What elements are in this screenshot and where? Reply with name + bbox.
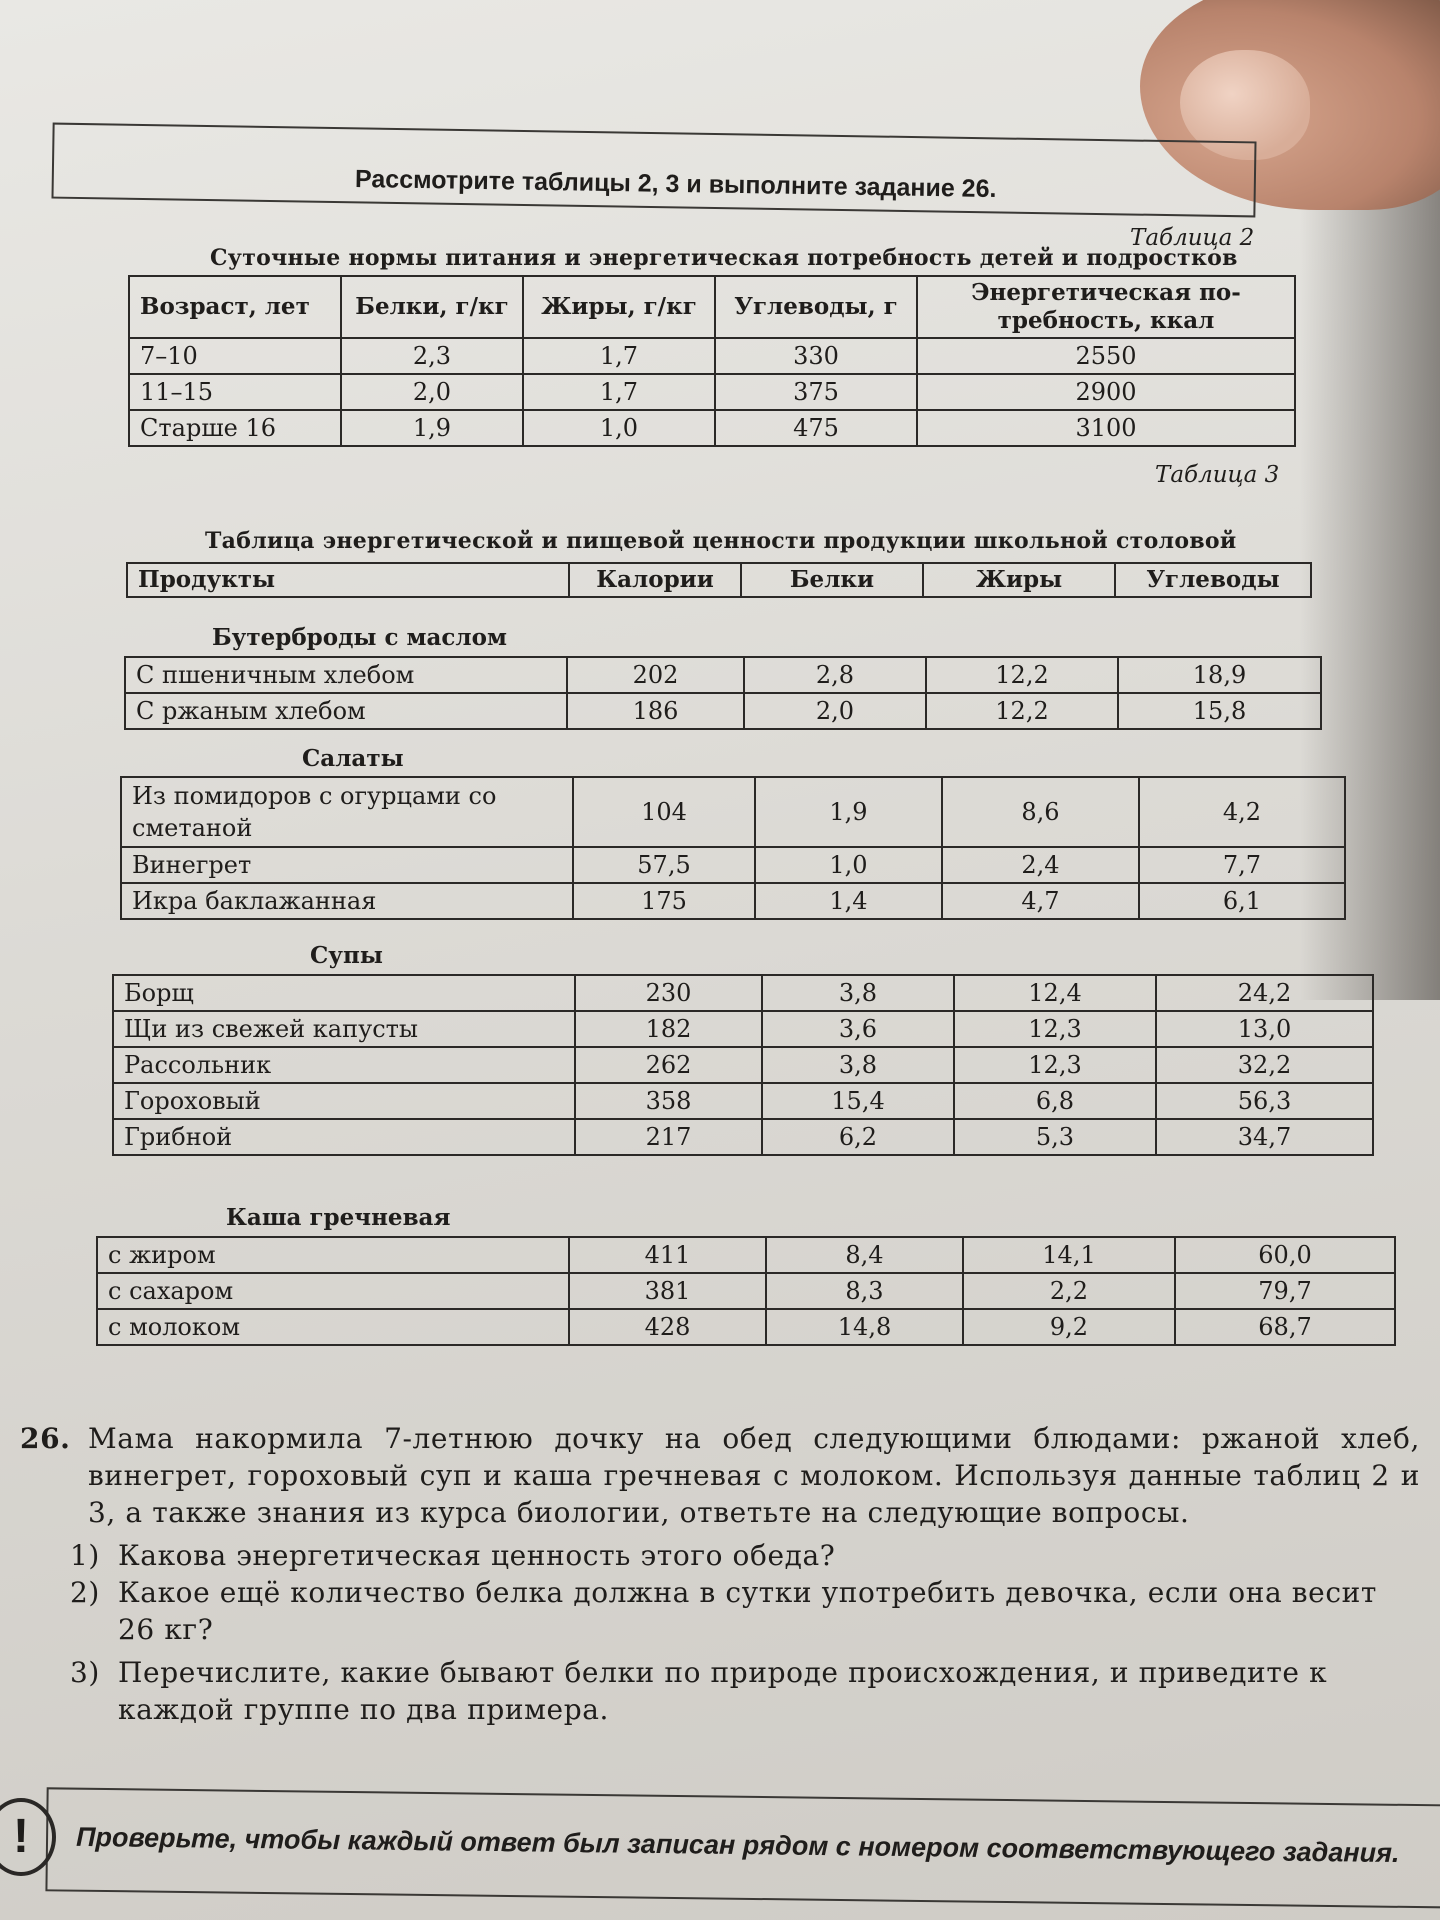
protein-cell: 3,6 bbox=[762, 1011, 954, 1047]
carbs-cell: 24,2 bbox=[1156, 975, 1373, 1011]
fat-cell: 12,3 bbox=[954, 1011, 1156, 1047]
table2-cell: 2,0 bbox=[341, 374, 523, 410]
table2-header-row bbox=[129, 276, 1295, 338]
table3-col-carbs: Углеводы bbox=[1115, 563, 1311, 597]
calories-cell: 202 bbox=[567, 657, 744, 693]
table2-col-age: Возраст, лет bbox=[129, 276, 341, 338]
calories-cell: 381 bbox=[569, 1273, 766, 1309]
fat-cell: 2,2 bbox=[963, 1273, 1175, 1309]
product-name: С пшеничным хлебом bbox=[125, 657, 567, 693]
table-row bbox=[113, 1011, 1373, 1047]
product-name: Борщ bbox=[113, 975, 575, 1011]
protein-cell: 6,2 bbox=[762, 1119, 954, 1155]
table-row bbox=[125, 693, 1321, 729]
table3-header-row bbox=[127, 563, 1311, 597]
table2-cell: 1,7 bbox=[523, 338, 715, 374]
table-row bbox=[113, 1083, 1373, 1119]
fat-cell: 12,4 bbox=[954, 975, 1156, 1011]
carbs-cell: 79,7 bbox=[1175, 1273, 1395, 1309]
carbs-cell: 56,3 bbox=[1156, 1083, 1373, 1119]
fat-cell: 12,2 bbox=[926, 657, 1118, 693]
table-row bbox=[129, 410, 1295, 446]
table2-cell: 2550 bbox=[917, 338, 1295, 374]
product-name: Икра баклажанная bbox=[121, 883, 573, 919]
carbs-cell: 4,2 bbox=[1139, 777, 1345, 847]
table3-section-soups bbox=[112, 974, 1374, 1156]
protein-cell: 2,0 bbox=[744, 693, 926, 729]
product-name: с жиром bbox=[97, 1237, 569, 1273]
calories-cell: 428 bbox=[569, 1309, 766, 1345]
calories-cell: 57,5 bbox=[573, 847, 755, 883]
fat-cell: 14,1 bbox=[963, 1237, 1175, 1273]
calories-cell: 217 bbox=[575, 1119, 762, 1155]
table2-caption: Таблица 2 bbox=[1130, 225, 1255, 251]
product-name: Рассольник bbox=[113, 1047, 575, 1083]
list-item bbox=[70, 1654, 1420, 1728]
list-item bbox=[70, 1574, 1420, 1648]
protein-cell: 14,8 bbox=[766, 1309, 963, 1345]
table3-section-salads bbox=[120, 776, 1346, 920]
product-name: Щи из свежей капусты bbox=[113, 1011, 575, 1047]
protein-cell: 2,8 bbox=[744, 657, 926, 693]
protein-cell: 1,0 bbox=[755, 847, 942, 883]
table-row bbox=[113, 1119, 1373, 1155]
exclamation-icon: ! bbox=[0, 1798, 56, 1876]
protein-cell: 8,3 bbox=[766, 1273, 963, 1309]
carbs-cell: 60,0 bbox=[1175, 1237, 1395, 1273]
table3-section-buckwheat bbox=[96, 1236, 1396, 1346]
table3-col-fat: Жиры bbox=[923, 563, 1115, 597]
table2-col-carbs: Углеводы, г bbox=[715, 276, 917, 338]
table-row bbox=[121, 847, 1345, 883]
question-number: 3) bbox=[70, 1656, 100, 1689]
task-number: 26. bbox=[20, 1422, 71, 1455]
table2-col-fat: Жиры, г/кг bbox=[523, 276, 715, 338]
protein-cell: 3,8 bbox=[762, 975, 954, 1011]
table3-caption: Таблица 3 bbox=[1155, 462, 1280, 488]
fat-cell: 2,4 bbox=[942, 847, 1139, 883]
fat-cell: 6,8 bbox=[954, 1083, 1156, 1119]
product-name: Гороховый bbox=[113, 1083, 575, 1119]
protein-cell: 1,9 bbox=[755, 777, 942, 847]
carbs-cell: 18,9 bbox=[1118, 657, 1321, 693]
table2-cell: 7–10 bbox=[129, 338, 341, 374]
product-name: с молоком bbox=[97, 1309, 569, 1345]
question-text: Перечислите, какие бывают белки по природе происхождения, и приведите к каждой группе по два примера. bbox=[118, 1656, 1328, 1726]
carbs-cell: 13,0 bbox=[1156, 1011, 1373, 1047]
table2-cell: 330 bbox=[715, 338, 917, 374]
carbs-cell: 7,7 bbox=[1139, 847, 1345, 883]
carbs-cell: 32,2 bbox=[1156, 1047, 1373, 1083]
table-row bbox=[97, 1273, 1395, 1309]
table3-title: Таблица энергетической и пищевой ценности продукции школьной столовой bbox=[205, 528, 1237, 554]
table2-title: Суточные нормы питания и энергетическая потребность детей и подростков bbox=[210, 245, 1238, 271]
fat-cell: 9,2 bbox=[963, 1309, 1175, 1345]
calories-cell: 182 bbox=[575, 1011, 762, 1047]
table2-cell: 375 bbox=[715, 374, 917, 410]
task-text: Мама накормила 7-летнюю дочку на обед следующими блюдами: ржаной хлеб, винегрет, гороховый суп и каша гречневая с молоком. Используя данные таблиц 2 и 3, а также знания из курса биологии, ответьте на следующие вопросы. bbox=[88, 1422, 1420, 1529]
table-row bbox=[97, 1237, 1395, 1273]
fat-cell: 8,6 bbox=[942, 777, 1139, 847]
protein-cell: 3,8 bbox=[762, 1047, 954, 1083]
section-title-sandwiches: Бутерброды с маслом bbox=[212, 624, 507, 651]
carbs-cell: 6,1 bbox=[1139, 883, 1345, 919]
section-title-soups: Супы bbox=[310, 942, 383, 969]
question-text: Какое ещё количество белка должна в сутки употребить девочка, если она весит 26 кг? bbox=[118, 1576, 1377, 1646]
table2-cell: 1,7 bbox=[523, 374, 715, 410]
calories-cell: 230 bbox=[575, 975, 762, 1011]
table-row bbox=[129, 374, 1295, 410]
list-item bbox=[70, 1537, 1420, 1574]
calories-cell: 358 bbox=[575, 1083, 762, 1119]
product-name: Из помидоров с огурцами со сметаной bbox=[121, 777, 573, 847]
table-row bbox=[121, 777, 1345, 847]
task-26 bbox=[20, 1420, 1420, 1728]
protein-cell: 15,4 bbox=[762, 1083, 954, 1119]
calories-cell: 262 bbox=[575, 1047, 762, 1083]
table3-col-calories: Калории bbox=[569, 563, 741, 597]
product-name: С ржаным хлебом bbox=[125, 693, 567, 729]
protein-cell: 1,4 bbox=[755, 883, 942, 919]
carbs-cell: 68,7 bbox=[1175, 1309, 1395, 1345]
question-number: 1) bbox=[70, 1539, 100, 1572]
carbs-cell: 15,8 bbox=[1118, 693, 1321, 729]
table-row bbox=[129, 338, 1295, 374]
calories-cell: 175 bbox=[573, 883, 755, 919]
table3-col-products: Продукты bbox=[127, 563, 569, 597]
table2-cell: 475 bbox=[715, 410, 917, 446]
table-row bbox=[125, 657, 1321, 693]
table-row bbox=[97, 1309, 1395, 1345]
table-row bbox=[113, 975, 1373, 1011]
table2-col-energy: Энергетическая по-требность, ккал bbox=[917, 276, 1295, 338]
product-name: с сахаром bbox=[97, 1273, 569, 1309]
calories-cell: 104 bbox=[573, 777, 755, 847]
question-number: 2) bbox=[70, 1576, 100, 1609]
table2-cell: 1,0 bbox=[523, 410, 715, 446]
fat-cell: 5,3 bbox=[954, 1119, 1156, 1155]
fat-cell: 12,3 bbox=[954, 1047, 1156, 1083]
table2-cell: 11–15 bbox=[129, 374, 341, 410]
table2-cell: 1,9 bbox=[341, 410, 523, 446]
table2-cell: 2900 bbox=[917, 374, 1295, 410]
carbs-cell: 34,7 bbox=[1156, 1119, 1373, 1155]
section-title-salads: Салаты bbox=[302, 745, 404, 772]
product-name: Грибной bbox=[113, 1119, 575, 1155]
note-text: Проверьте, чтобы каждый ответ был записан рядом с номером соответствующего задания. bbox=[75, 1821, 1400, 1869]
table3-header bbox=[126, 562, 1312, 598]
table-row bbox=[121, 883, 1345, 919]
table2-cell: Старше 16 bbox=[129, 410, 341, 446]
table2 bbox=[128, 275, 1296, 447]
table3-section-sandwiches bbox=[124, 656, 1322, 730]
table2-cell: 3100 bbox=[917, 410, 1295, 446]
product-name: Винегрет bbox=[121, 847, 573, 883]
table2-cell: 2,3 bbox=[341, 338, 523, 374]
question-text: Какова энергетическая ценность этого обеда? bbox=[118, 1539, 836, 1572]
fat-cell: 4,7 bbox=[942, 883, 1139, 919]
instruction-text: Рассмотрите таблицы 2, 3 и выполните задание 26. bbox=[354, 164, 997, 204]
table-row bbox=[113, 1047, 1373, 1083]
calories-cell: 186 bbox=[567, 693, 744, 729]
calories-cell: 411 bbox=[569, 1237, 766, 1273]
fat-cell: 12,2 bbox=[926, 693, 1118, 729]
table2-col-protein: Белки, г/кг bbox=[341, 276, 523, 338]
task-questions bbox=[20, 1537, 1420, 1728]
protein-cell: 8,4 bbox=[766, 1237, 963, 1273]
section-title-buckwheat: Каша гречневая bbox=[226, 1204, 451, 1231]
table3-col-protein: Белки bbox=[741, 563, 923, 597]
